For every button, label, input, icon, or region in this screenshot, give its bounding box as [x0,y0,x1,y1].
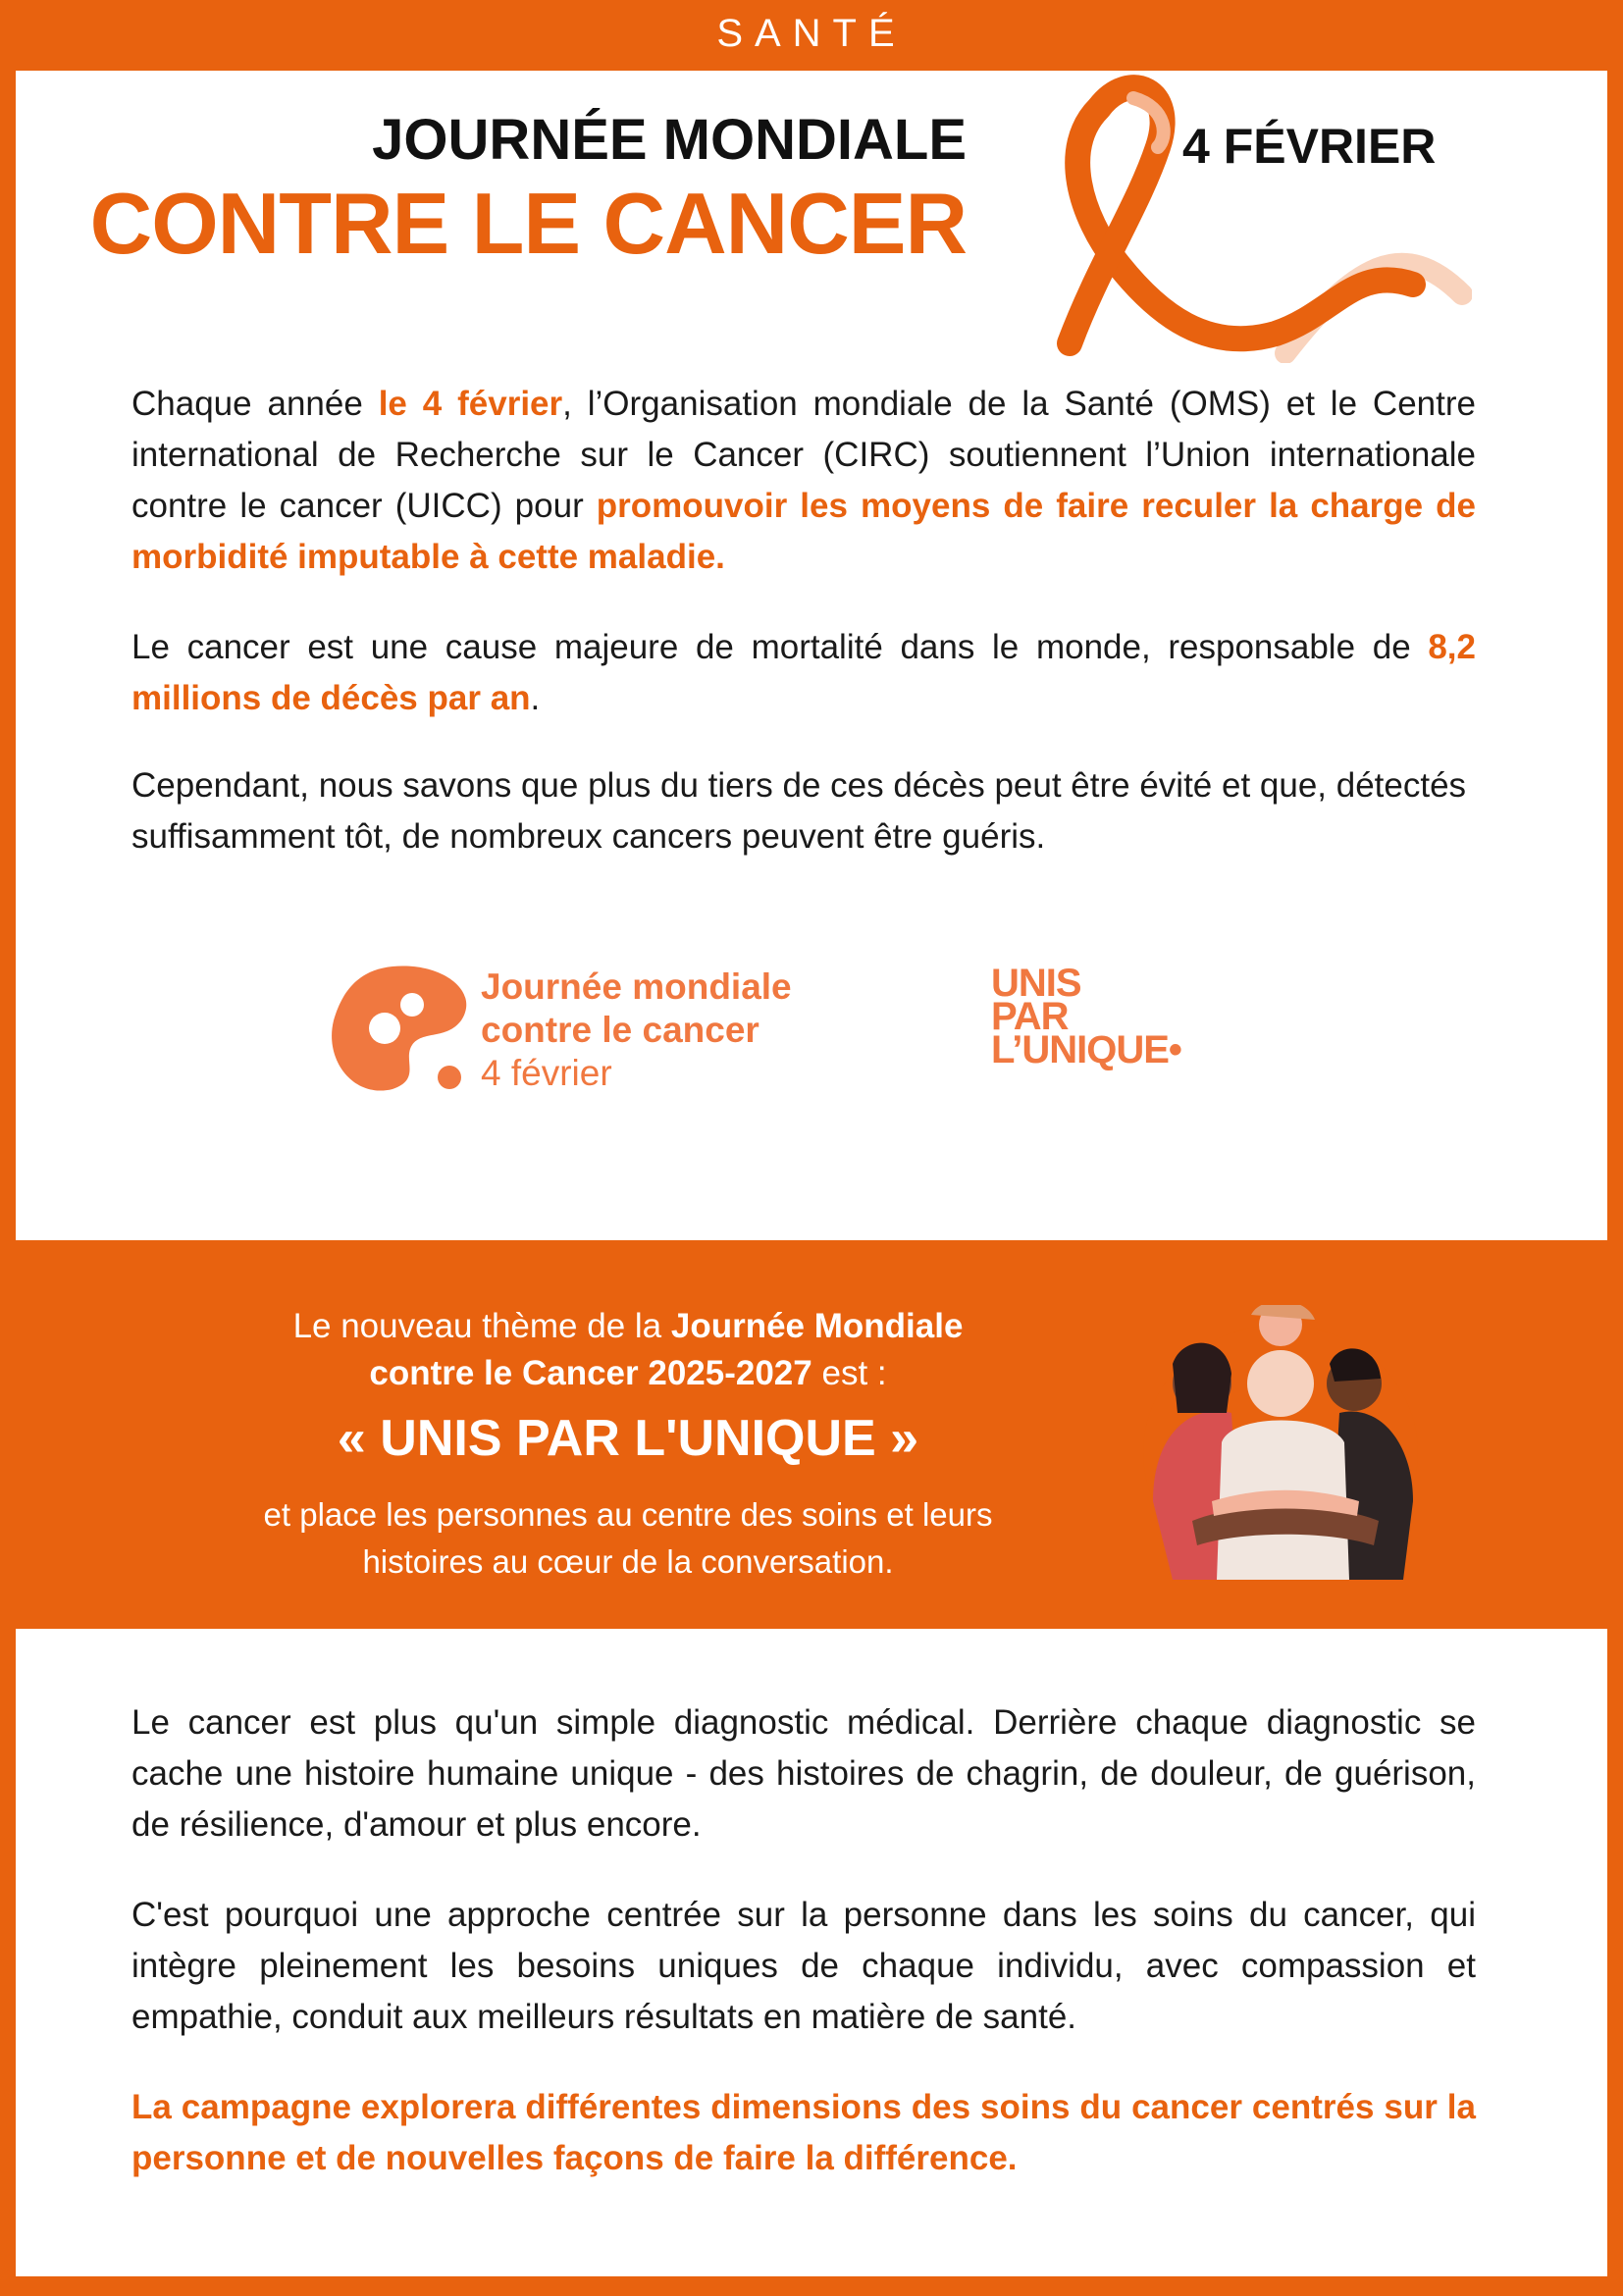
text-run: contre le Cancer 2025-2027 [369,1354,812,1392]
text-run: histoires au cœur de la conversation. [362,1543,894,1580]
highlight-date: le 4 février [378,385,563,423]
text-run: Journée Mondiale [670,1307,964,1345]
intro-paragraph-2 [131,622,1476,724]
title-line1: JOURNÉE MONDIALE [372,108,967,172]
ribbon-icon [1040,69,1472,363]
theme-intro [196,1303,1060,1397]
logo-line: Journée mondiale [481,966,792,1007]
date-label: 4 FÉVRIER [1182,119,1437,174]
logo-line: PAR [991,995,1069,1038]
text-run: et place les personnes au centre des soins et leurs [263,1496,993,1533]
text-run: . [530,679,541,717]
detail-paragraph-2: C'est pourquoi une approche centrée sur la personne dans les soins du cancer, qui intègre pleinement les besoins uniques de chaque individu, avec compassion et empathie, conduit aux meilleurs résultats en matière de santé. [131,1896,1476,2036]
logo-line: UNIS [991,962,1081,1005]
intro-paragraph-3: Cependant, nous savons que plus du tiers de ces décès peut être évité et que, détectés suffisamment tôt, de nombreux cancers peuvent être guéris. [131,766,1467,856]
text-run: , l’Organisation mondiale de la Santé (OMS) et le Centre international de Recherche sur le Cancer (CIRC) soutiennent l’Union internationale contre le cancer (UICC) pour [131,385,1476,525]
page-title [0,106,967,273]
highlight-deaths: 8,2 millions de décès par an [131,628,1476,717]
logo-line: contre le cancer [481,1010,759,1050]
detail-paragraph-1: Le cancer est plus qu'un simple diagnostic médical. Derrière chaque diagnostic se cache une histoire humaine unique - des histoires de chagrin, de douleur, de guérison, de résilience, d'amour et plus encore. [131,1703,1476,1844]
title-line2: CONTRE LE CANCER [89,175,967,272]
theme-slogan: « UNIS PAR L'UNIQUE » [337,1410,919,1467]
text-run: Le cancer est une cause majeure de mortalité dans le monde, responsable de [131,628,1429,666]
world-cancer-day-logo-icon [324,962,481,1099]
theme-description [196,1491,1060,1586]
highlight-goal: promouvoir les moyens de faire reculer la charge de morbidité imputable à cette maladie. [131,487,1476,576]
logo-line: 4 février [481,1053,612,1093]
intro-paragraph-1 [131,379,1476,583]
text-run: Chaque année [131,385,379,423]
text-run: est : [812,1354,887,1392]
unis-par-lunique-logo [991,962,1181,1071]
section-header [0,0,1623,71]
section-title: SANTÉ [716,12,907,55]
world-cancer-day-logo-text [481,965,792,1095]
detail-paragraph-3: La campagne explorera différentes dimensions des soins du cancer centrés sur la personne et de nouvelles façons de faire la différence. [131,2088,1476,2177]
logo-line: L’UNIQUE• [991,1028,1181,1071]
group-hug-illustration-icon [1133,1305,1428,1599]
text-run: Le nouveau thème de la [292,1307,671,1345]
